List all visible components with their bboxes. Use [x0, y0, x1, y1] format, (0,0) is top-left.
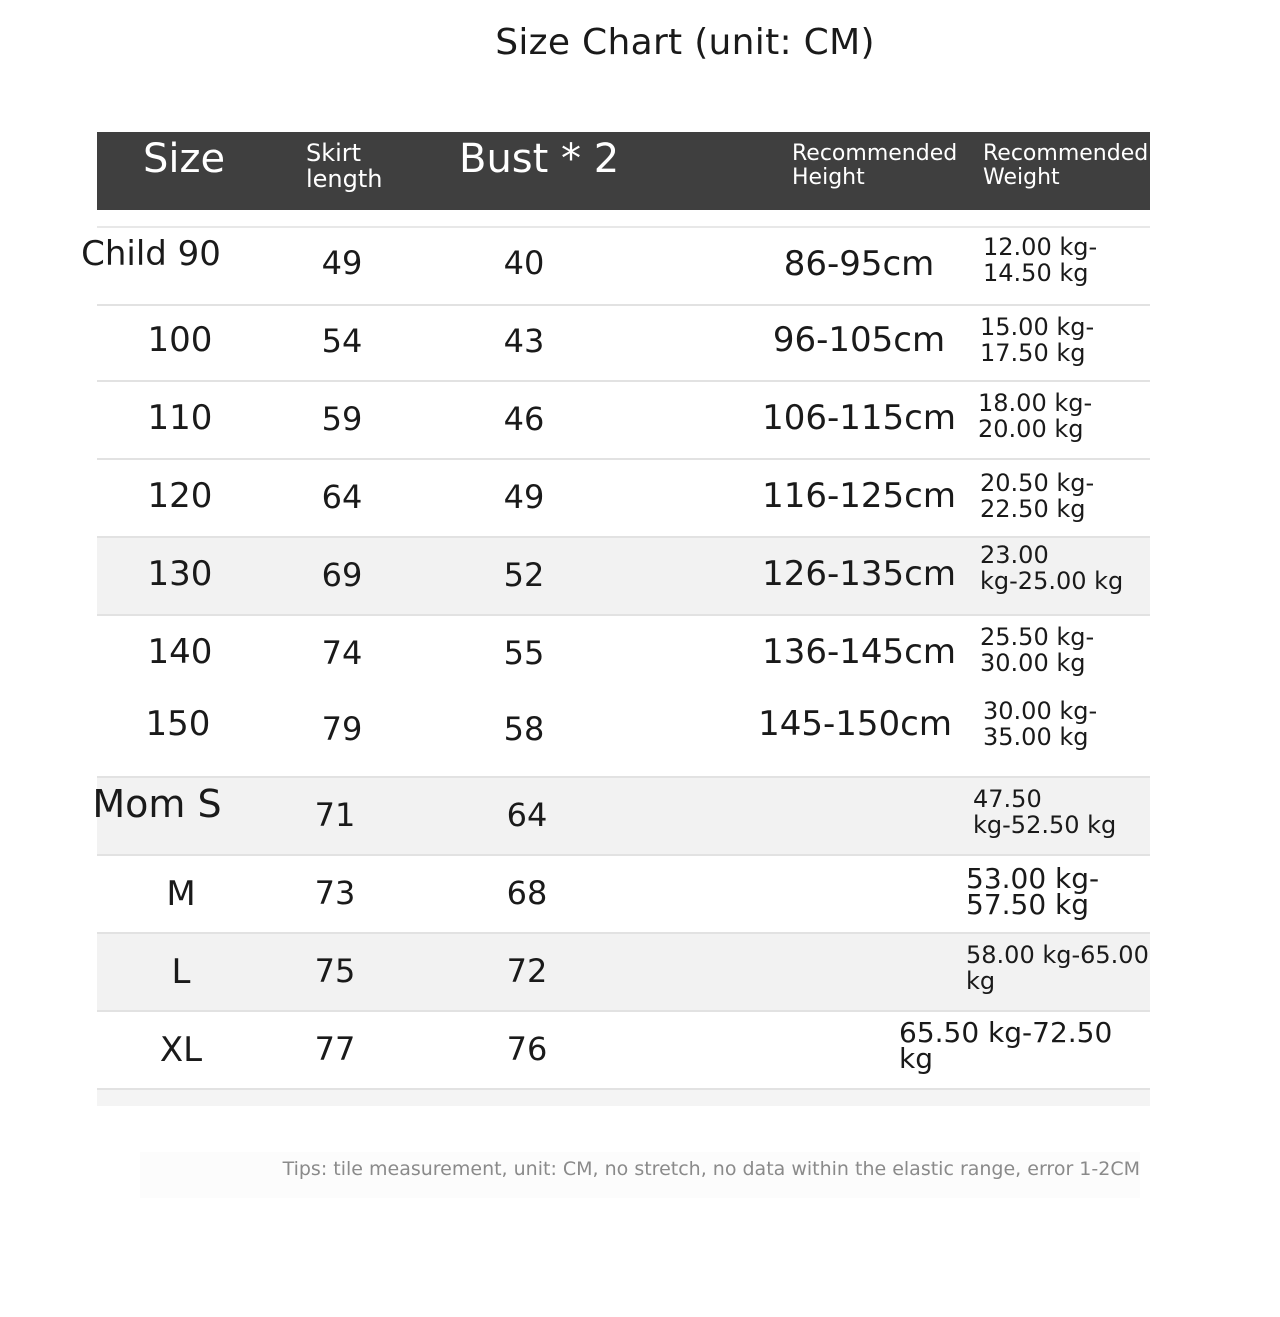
size-cell: XL: [159, 1030, 203, 1070]
bust-cell: 64: [506, 796, 548, 834]
size-cell: L: [171, 952, 191, 992]
size-cell: M: [166, 874, 196, 914]
skirt-cell: 75: [314, 952, 356, 990]
table-row: [81, 226, 1150, 306]
size-cell: 130: [147, 554, 213, 594]
weight-cell: 23.00 kg-25.00 kg: [980, 541, 1124, 595]
table-row: [97, 616, 1150, 692]
table-row: [97, 1012, 1150, 1090]
weight-cell: 65.50 kg-72.50 kg: [899, 1016, 1113, 1075]
size-cell: 100: [147, 320, 213, 360]
title-area: [0, 0, 1280, 90]
height-cell: 106-115cm: [762, 398, 956, 438]
skirt-cell: 64: [321, 478, 363, 516]
bust-cell: 40: [503, 244, 545, 282]
header-recommended-height: Recommended Height: [792, 141, 958, 190]
table-row: [97, 382, 1150, 460]
bust-cell: 55: [503, 634, 545, 672]
size-cell: 110: [147, 398, 213, 438]
table-row: [97, 538, 1150, 616]
skirt-cell: 74: [321, 634, 363, 672]
table-row: [97, 856, 1150, 934]
bust-cell: 58: [503, 710, 545, 748]
height-cell: 116-125cm: [762, 476, 956, 516]
bust-cell: 68: [506, 874, 548, 912]
skirt-cell: 54: [321, 322, 363, 360]
header-skirt-length: Skirt length: [306, 139, 383, 193]
height-cell: 126-135cm: [762, 554, 956, 594]
table-row: [97, 460, 1150, 538]
skirt-cell: 49: [321, 244, 363, 282]
height-cell: 145-150cm: [758, 704, 952, 744]
weight-cell: 58.00 kg-65.00 kg: [966, 941, 1149, 995]
header-recommended-weight: Recommended Weight: [983, 141, 1149, 190]
size-cell: 140: [147, 632, 213, 672]
header-bust: Bust * 2: [459, 136, 620, 182]
bust-cell: 46: [503, 400, 545, 438]
weight-cell: 25.50 kg-30.00 kg: [980, 623, 1095, 677]
size-cell: 150: [145, 704, 211, 744]
size-cell: 120: [147, 476, 213, 516]
bust-cell: 52: [503, 556, 545, 594]
bust-cell: 43: [503, 322, 545, 360]
weight-cell: 47.50 kg-52.50 kg: [973, 785, 1117, 839]
tips-text: Tips: tile measurement, unit: CM, no stretch, no data within the elastic range, error 1-2CM: [282, 1158, 1140, 1180]
size-cell: Mom S: [92, 782, 222, 826]
table-row: [97, 934, 1150, 1012]
header-size: Size: [143, 136, 226, 182]
weight-cell: 12.00 kg-14.50 kg: [983, 233, 1098, 287]
skirt-cell: 71: [314, 796, 356, 834]
page-title: Size Chart (unit: CM): [495, 22, 875, 63]
size-cell: Child 90: [81, 234, 221, 274]
table-row: [97, 692, 1150, 778]
height-cell: 86-95cm: [783, 244, 935, 284]
weight-cell: 20.50 kg-22.50 kg: [980, 469, 1095, 523]
bust-cell: 72: [506, 952, 548, 990]
height-cell: 96-105cm: [772, 320, 946, 360]
table-row: [97, 304, 1150, 382]
height-cell: 136-145cm: [762, 632, 956, 672]
skirt-cell: 77: [314, 1030, 356, 1068]
weight-cell: 53.00 kg-57.50 kg: [966, 862, 1100, 921]
skirt-cell: 73: [314, 874, 356, 912]
bust-cell: 76: [506, 1030, 548, 1068]
skirt-cell: 79: [321, 710, 363, 748]
skirt-cell: 59: [321, 400, 363, 438]
weight-cell: 30.00 kg-35.00 kg: [983, 697, 1098, 751]
weight-cell: 18.00 kg-20.00 kg: [978, 389, 1093, 443]
skirt-cell: 69: [321, 556, 363, 594]
table-header: [97, 132, 1150, 210]
weight-cell: 15.00 kg-17.50 kg: [980, 313, 1095, 367]
bust-cell: 49: [503, 478, 545, 516]
table-row: [92, 778, 1150, 856]
table-footer-strip: [97, 1090, 1150, 1106]
